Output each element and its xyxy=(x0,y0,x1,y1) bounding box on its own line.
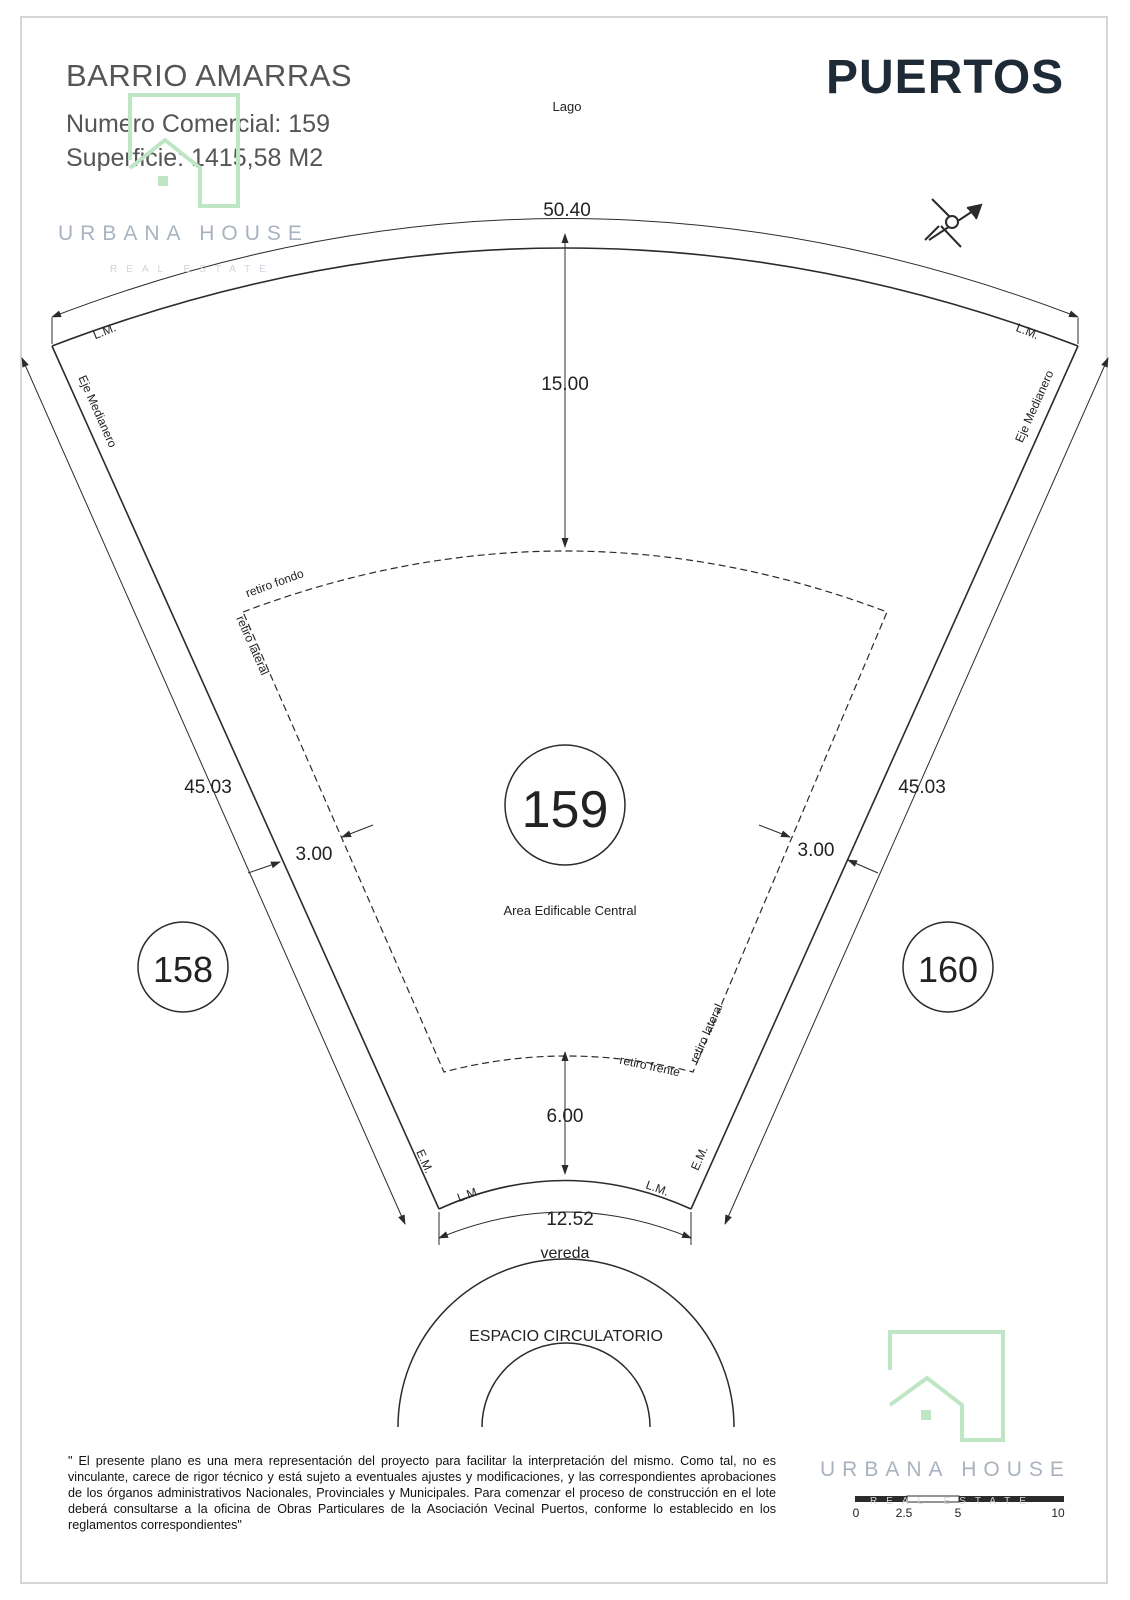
watermark-logo-bottom xyxy=(890,1332,1003,1440)
retiro-lateral-left-label: retiro lateral xyxy=(233,613,272,678)
retiro-lateral-right-label: retiro lateral xyxy=(687,1001,726,1066)
lm-label-top-left: L.M. xyxy=(91,320,118,343)
commercial-number: Numero Comercial: 159 xyxy=(66,110,330,138)
lm-label-front-right: L.M. xyxy=(644,1177,671,1199)
north-arrow-icon xyxy=(925,199,981,247)
front-setback-label: 6.00 xyxy=(546,1106,584,1127)
retiro-frente-label: retiro frente xyxy=(618,1052,682,1080)
right-neighbor-label: 160 xyxy=(917,949,979,990)
lot-number-label: 159 xyxy=(521,781,609,839)
dimension-lines xyxy=(22,219,1108,1246)
lake-label: Lago xyxy=(552,99,582,114)
lm-label-front-left: L.M. xyxy=(455,1183,482,1205)
eje-medianero-left: Eje Medianero xyxy=(75,373,120,450)
watermark-sub-top: REAL ESTATE xyxy=(110,264,275,275)
front-width-label: 12.52 xyxy=(546,1209,594,1230)
left-neighbor-label: 158 xyxy=(152,949,214,990)
neighborhood-title: BARRIO AMARRAS xyxy=(66,58,353,93)
puertos-logo: PUERTOS xyxy=(826,51,1065,104)
circulation-space-label: ESPACIO CIRCULATORIO xyxy=(469,1328,663,1345)
watermark-name-top: URBANA HOUSE xyxy=(58,222,309,245)
side-right-length-label: 45.03 xyxy=(898,777,946,798)
retiro-fondo-label: retiro fondo xyxy=(243,566,306,601)
side-left-length-label: 45.03 xyxy=(184,777,232,798)
back-width-label: 50.40 xyxy=(543,200,591,221)
scale-tick-5: 5 xyxy=(954,1506,962,1520)
side-setback-right-label: 3.00 xyxy=(797,840,835,861)
disclaimer-text: " El presente plano es una mera representación del proyecto para facilitar la interpretación del mismo. Como tal, no es vinculante, carece de rigor técnico y está sujeto a eventuales ajustes y modificaciones, y las correspondientes aprobaciones de los órganos administrativos Nacionales, Provinciales y Municipales. Para comenzar el proceso de construcción en el lote deberá consultarse a la oficina de Obras Particulares de la Asociación Vecinal Puertos, conforme lo establecido en los reglamentos correspondientes" xyxy=(68,1454,776,1532)
buildable-area-label: Area Edificable Central xyxy=(503,903,637,918)
watermark-logo-top xyxy=(130,95,238,206)
watermark-sub-bottom: REAL ESTATE xyxy=(870,1496,1035,1507)
em-label-left: E.M. xyxy=(413,1147,437,1176)
sidewalk-label: vereda xyxy=(540,1245,590,1262)
lot-surface: Superficie: 1415,58 M2 xyxy=(66,144,324,172)
lm-label-top-right: L.M. xyxy=(1014,320,1041,343)
watermark-name-bottom: URBANA HOUSE xyxy=(820,1458,1071,1481)
eje-medianero-right: Eje Medianero xyxy=(1012,368,1057,445)
back-setback-label: 15.00 xyxy=(541,374,589,395)
em-label-right: E.M. xyxy=(687,1144,711,1173)
scale-tick-2-5: 2.5 xyxy=(895,1506,913,1520)
scale-tick-10: 10 xyxy=(1051,1506,1065,1520)
scale-tick-0: 0 xyxy=(852,1506,860,1520)
side-setback-left-label: 3.00 xyxy=(295,844,333,865)
